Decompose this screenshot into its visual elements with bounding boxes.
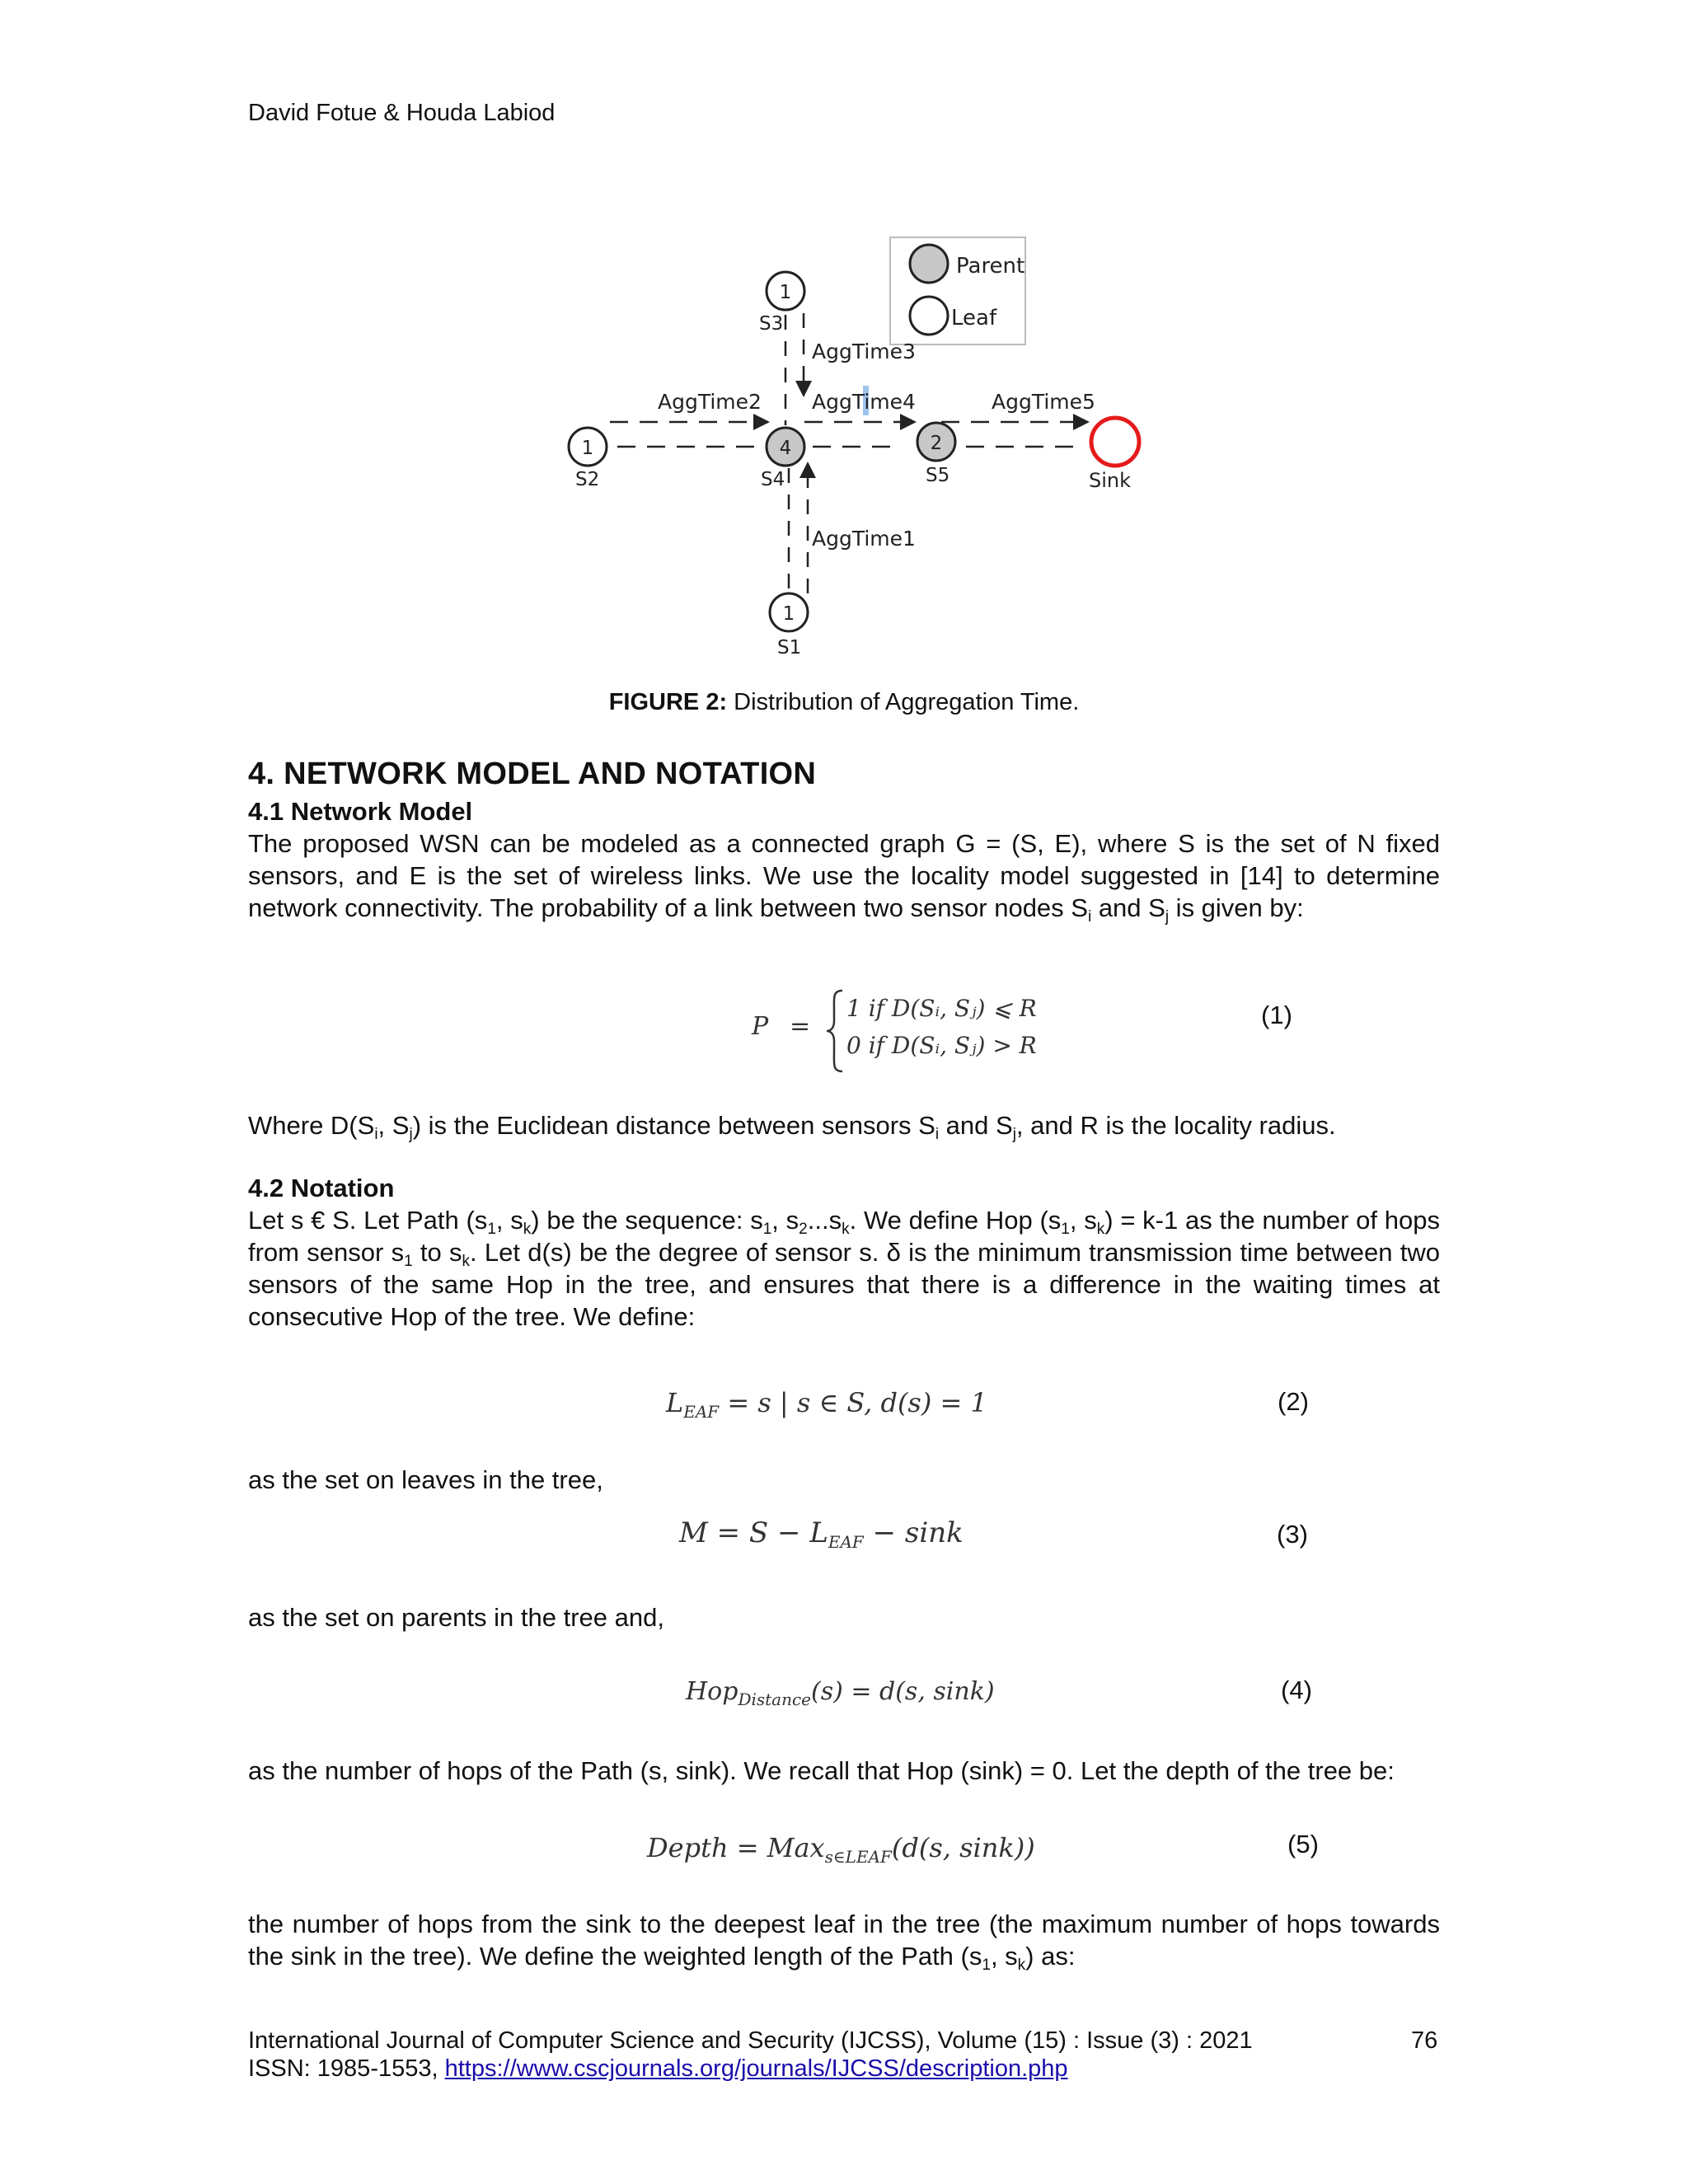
eq1-number: (1) [1261, 1001, 1292, 1029]
edge-label-agg4: AggTime4 [812, 390, 916, 414]
node-sink-label: Sink [1089, 469, 1132, 492]
paragraph-notation: Let s € S. Let Path ($s_1$, $s_k$) be the sequence: $s_1$, $s_2...s_k$. We define Hop ($s_1$, $s_k) = k-1$ as the number of hops from sensor $s_1$ to $s_k$. Let d(s) be the degree of sensor s. δ is the minimum transmission time between two sensors of the same Hop in the tree, and ensures that there is a difference in the waiting times at consecutive Hop of the tree. We define: [248, 1206, 1440, 1331]
eq3-number: (3) [1277, 1520, 1308, 1549]
paragraph-depth: the number of hops from the sink to the deepest leaf in the tree (the maximum number of hops towards the sink in the tree). We define the weighted length of the Path ($s_1$, $s_k$) as: [248, 1910, 1440, 1974]
legend-parent-label: Parent [956, 254, 1025, 279]
eq1-case-1: 1 if D(Sᵢ, Sⱼ) ⩽ R [846, 995, 1037, 1022]
node-s4-label: S4 [761, 469, 785, 490]
eq4-number: (4) [1281, 1675, 1312, 1704]
node-s1-label: S1 [777, 637, 802, 658]
node-s3-label: S3 [759, 313, 784, 335]
subsection-title-notation: 4.2 Notation [248, 1174, 395, 1202]
edge-label-agg5: AggTime5 [992, 390, 1095, 414]
node-s4-number: 4 [779, 438, 792, 459]
legend-parent-icon [910, 245, 948, 283]
figure-caption-text: Distribution of Aggregation Time. [727, 689, 1080, 715]
paragraph-parents: as the set on parents in the tree and, [248, 1603, 664, 1632]
aggregation-time-diagram [560, 231, 1154, 676]
page-number: 76 [1411, 2027, 1438, 2054]
footer-journal: International Journal of Computer Science and Security (IJCSS), Volume (15) : Issue (3) : 2021 [248, 2027, 1253, 2054]
figure-caption [0, 689, 1688, 716]
node-s5-number: 2 [930, 433, 943, 454]
legend-leaf-icon [910, 297, 948, 335]
paragraph-hop-distance: as the number of hops of the Path (s, sink). We recall that Hop (sink) = 0. Let the depth of the tree be: [248, 1756, 1395, 1785]
eq5-number: (5) [1287, 1830, 1319, 1858]
eq2-formula: $L_{EAF} = s$ | s ∈ S, d(s) = 1 [666, 1387, 987, 1422]
eq1-case-2: 0 if D(Sᵢ, Sⱼ) > R [846, 1032, 1037, 1059]
eq1-equals: = [790, 1012, 811, 1041]
legend-leaf-label: Leaf [951, 306, 997, 330]
node-s3-number: 1 [779, 282, 792, 303]
eq1-lhs: P [752, 1012, 769, 1041]
node-sink [1091, 418, 1139, 466]
edge-label-agg3: AggTime3 [812, 340, 916, 363]
paragraph-network-model: The proposed WSN can be modeled as a connected graph G = (S, E), where S is the set of N fixed sensors, and E is the set of wireless links. We use the locality model suggested in [14] to determine network connectivity. The probability of a link between two sensor nodes $S_i$ and $S_j$ is given by: [248, 829, 1440, 926]
paragraph-distance-definition: Where $D(S_i$, $S_j$) is the Euclidean distance between sensors $S_i$ and $S_j$, and R is the locality radius. [248, 1111, 1336, 1143]
footer-issn-text: ISSN: 1985-1553, [248, 2055, 445, 2082]
subsection-title-network-model: 4.1 Network Model [248, 797, 473, 826]
eq2-number: (2) [1278, 1387, 1309, 1416]
footer-issn [248, 2055, 1068, 2083]
figure-caption-label: FIGURE 2: [608, 689, 728, 715]
journal-link[interactable]: https://www.cscjournals.org/journals/IJCSS/description.php [444, 2055, 1068, 2082]
node-s2-label: S2 [575, 469, 600, 490]
eq1-brace [824, 988, 847, 1074]
node-s1-number: 1 [782, 603, 795, 625]
section-title: 4. NETWORK MODEL AND NOTATION [248, 757, 817, 791]
node-s5-label: S5 [926, 465, 950, 486]
node-s2-number: 1 [581, 438, 594, 459]
edge-label-agg1: AggTime1 [812, 527, 916, 551]
eq3-formula: $M = S - L_{EAF} - \sin k$ [679, 1516, 964, 1552]
edge-label-agg2: AggTime2 [658, 390, 762, 414]
eq5-formula: Depth = Max$_{s\in LEAF}$(d(s, sink)) [647, 1832, 1035, 1867]
running-head: David Fotue & Houda Labiod [248, 100, 556, 126]
paragraph-leaves: as the set on leaves in the tree, [248, 1465, 603, 1494]
eq4-formula: Hop$_{Distance}$(s) = d(s, sink) [686, 1677, 995, 1709]
